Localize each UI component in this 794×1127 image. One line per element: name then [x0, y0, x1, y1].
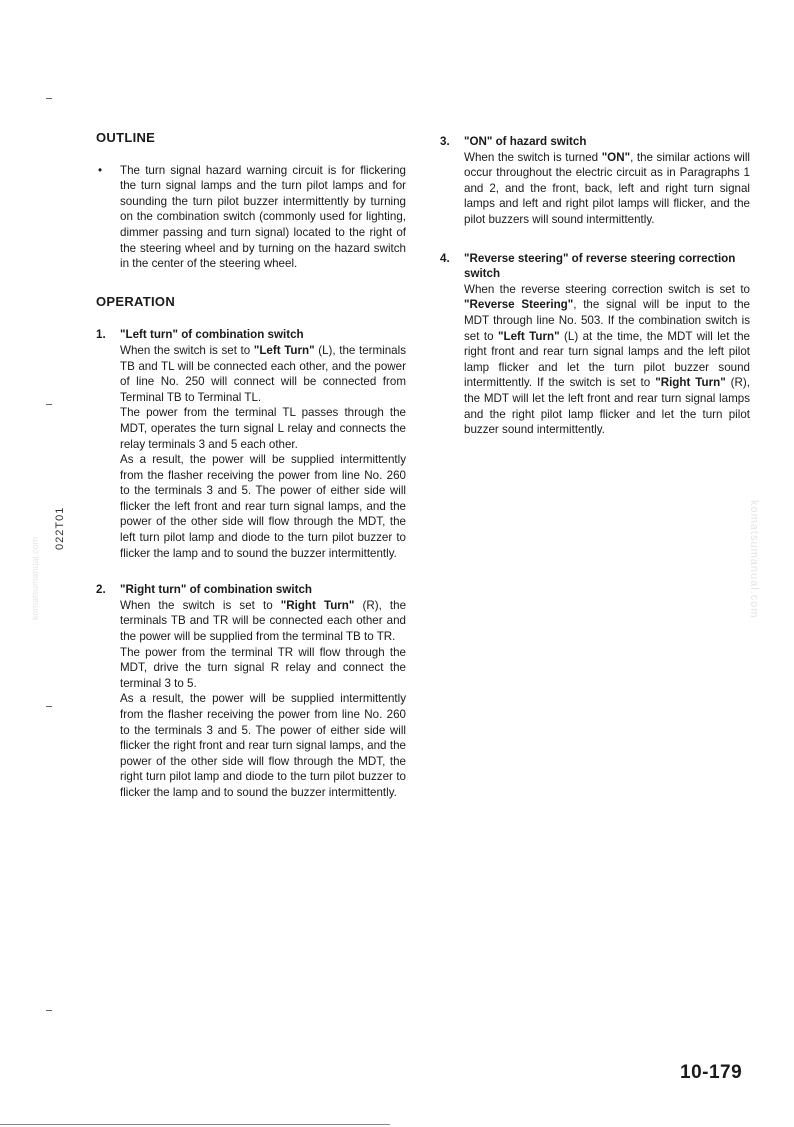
margin-tick — [46, 1010, 52, 1011]
item-paragraph: As a result, the power will be supplied intermittently from the flasher receiving the power from line No. 260 to the terminals 3 and 5. The power of either side will flicker the left front and rear turn signal lamps, and the power of the other side will flow through the MDT, the left turn pilot lamp and diode to the turn pilot buzzer to flicker the lamp and to sound the buzzer intermittently. — [120, 453, 406, 560]
operation-item-2 — [96, 582, 406, 800]
page-number: 10-179 — [680, 1062, 743, 1083]
operation-heading: OPERATION — [96, 293, 176, 309]
watermark-right: komatsumanual.com — [748, 500, 760, 619]
item-number: 4. — [440, 251, 450, 265]
margin-tick — [46, 98, 52, 99]
outline-text: The turn signal hazard warning circuit is for flickering the turn signal lamps and the turn pilot lamps and for sounding the turn pilot buzzer intermittently by turning on the combination switch (commonly used for lighting, dimmer passing and turn signal) located to the right of the steering wheel and by turning on the hazard switch in the center of the steering wheel. — [120, 163, 406, 271]
outline-heading: OUTLINE — [96, 130, 156, 145]
item-heading: "ON" of hazard switch — [464, 135, 587, 148]
margin-tick — [46, 706, 52, 707]
left-column — [96, 130, 406, 801]
item-paragraph: When the switch is turned "ON", the similar actions will occur throughout the electric circuit as in Paragraphs 1 and 2, and the front, back, left and right turn signal lamps and left and right pilot lamps will flicker, and the pilot buzzers will sound intermittently. — [464, 150, 750, 226]
operation-item-4 — [440, 251, 750, 438]
operation-item-1 — [96, 327, 406, 561]
item-heading: "Right turn" of combination switch — [120, 583, 312, 597]
outline-bullet — [96, 163, 406, 272]
item-heading: "Reverse steering" of reverse steering correction switch — [464, 251, 736, 281]
operation-item-3 — [440, 134, 750, 228]
item-paragraph: The power from the terminal TL passes through the MDT, operates the turn signal L relay and connects the relay terminals 3 and 5 each other. — [120, 406, 406, 451]
item-paragraph: When the switch is set to "Right Turn" (R), the terminals TB and TR will be connected each other and the power will be supplied from the terminal TB to TR. — [120, 598, 407, 644]
bottom-rule — [0, 1124, 390, 1125]
item-paragraph: As a result, the power will be supplied intermittently from the flasher receiving the power from line No. 260 to the terminals 3 and 5. The power of either side will flicker the right front and rear turn signal lamps, and the power of the other side will flow through the MDT, the right turn pilot lamp and diode to the turn pilot buzzer to flicker the lamp and to sound the buzzer intermittently. — [120, 692, 406, 799]
item-number: 1. — [96, 328, 106, 342]
item-paragraph: When the reverse steering correction switch is set to "Reverse Steering", the signal will be input to the MDT through line No. 503. If the combination switch is set to "Left Turn" (L) at the time, the MDT will let the right front and rear turn signal lamps and the left pilot lamp flicker and let the turn pilot buzzer sound intermittently. If the switch is set to "Right Turn" (R), the MDT will let the left front and rear turn signal lamps and the right pilot lamp flicker and let the turn pilot buzzer sound intermittently. — [464, 282, 750, 437]
bullet-icon: • — [98, 163, 103, 177]
item-paragraph: The power from the terminal TR will flow through the MDT, drive the turn signal R relay and connect the terminal 3 to 5. — [120, 645, 406, 690]
watermark-left: komatsumanual.com — [30, 536, 40, 620]
item-number: 3. — [440, 135, 450, 148]
margin-tick — [46, 404, 52, 405]
item-number: 2. — [96, 583, 106, 597]
document-side-code: 022T01 — [54, 506, 66, 550]
item-paragraph: When the switch is set to "Left Turn" (L), the terminals TB and TL will be connected each other, and the power of line No. 250 will connect will be connected from Terminal TB to Terminal TL. — [120, 343, 407, 404]
item-heading: "Left turn" of combination switch — [120, 328, 304, 342]
right-column — [440, 134, 750, 438]
